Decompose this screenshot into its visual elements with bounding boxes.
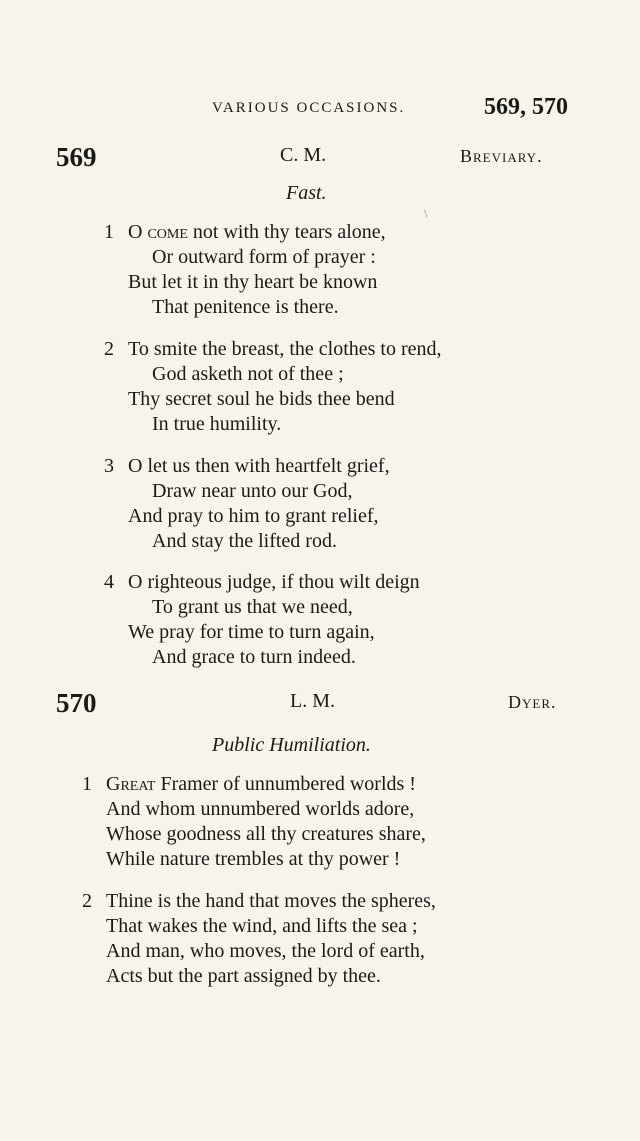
stanza-number: 3 xyxy=(104,455,114,477)
hymn-569 xyxy=(0,142,640,668)
hymn-subject: Fast. xyxy=(286,182,327,204)
verse-line: O come not with thy tears alone, xyxy=(128,221,386,243)
stanza-number: 2 xyxy=(82,890,92,912)
hymn-number: 570 xyxy=(56,688,97,718)
hymn-570 xyxy=(0,688,640,987)
stanza-number: 1 xyxy=(104,221,114,243)
verse-line: God asketh not of thee ; xyxy=(152,363,344,385)
hymn-number: 569 xyxy=(56,142,97,172)
hymn-author: Breviary. xyxy=(460,146,543,166)
verse-line: And pray to him to grant relief, xyxy=(128,505,379,527)
hymn-meter: L. M. xyxy=(290,690,335,712)
verse-line: And grace to turn indeed. xyxy=(152,646,356,668)
stanza-number: 4 xyxy=(104,571,114,593)
verse-line: To grant us that we need, xyxy=(152,596,353,618)
verse-line: In true humility. xyxy=(152,413,282,435)
verse-line: And whom unnumbered worlds adore, xyxy=(106,798,415,820)
verse-line: Whose goodness all thy creatures share, xyxy=(106,823,426,845)
verse-line: And stay the lifted rod. xyxy=(152,530,337,552)
verse-line: That penitence is there. xyxy=(152,296,339,318)
page-numbers: 569, 570 xyxy=(484,94,568,120)
print-speck: \ xyxy=(424,206,428,220)
hymn-header xyxy=(0,142,640,174)
verse-line: But let it in thy heart be known xyxy=(128,271,378,293)
verse-line: And man, who moves, the lord of earth, xyxy=(106,940,425,962)
verse-line: Thine is the hand that moves the spheres, xyxy=(106,890,436,912)
running-head xyxy=(0,96,640,124)
stanza-number: 2 xyxy=(104,338,114,360)
verse-line: O righteous judge, if thou wilt deign xyxy=(128,571,420,593)
first-word: O come xyxy=(128,221,188,243)
stanza-number: 1 xyxy=(82,773,92,795)
running-title: VARIOUS OCCASIONS. xyxy=(212,100,406,116)
verse-line: Great Framer of unnumbered worlds ! xyxy=(106,773,416,795)
first-word: Great xyxy=(106,773,156,795)
verse-line: Acts but the part assigned by thee. xyxy=(106,965,381,987)
verse-line: Or outward form of prayer : xyxy=(152,246,376,268)
verse-line: While nature trembles at thy power ! xyxy=(106,848,401,870)
hymn-meter: C. M. xyxy=(280,144,327,166)
verse-line: Thy secret soul he bids thee bend xyxy=(128,388,395,410)
hymn-subject: Public Humiliation. xyxy=(212,734,371,756)
verse-line: That wakes the wind, and lifts the sea ; xyxy=(106,915,418,937)
verse-line: To smite the breast, the clothes to rend, xyxy=(128,338,442,360)
verse-line: We pray for time to turn again, xyxy=(128,621,375,643)
hymn-header xyxy=(0,688,640,720)
verse-line: O let us then with heartfelt grief, xyxy=(128,455,390,477)
verse-line: Draw near unto our God, xyxy=(152,480,353,502)
hymn-author: Dyer. xyxy=(508,692,557,712)
